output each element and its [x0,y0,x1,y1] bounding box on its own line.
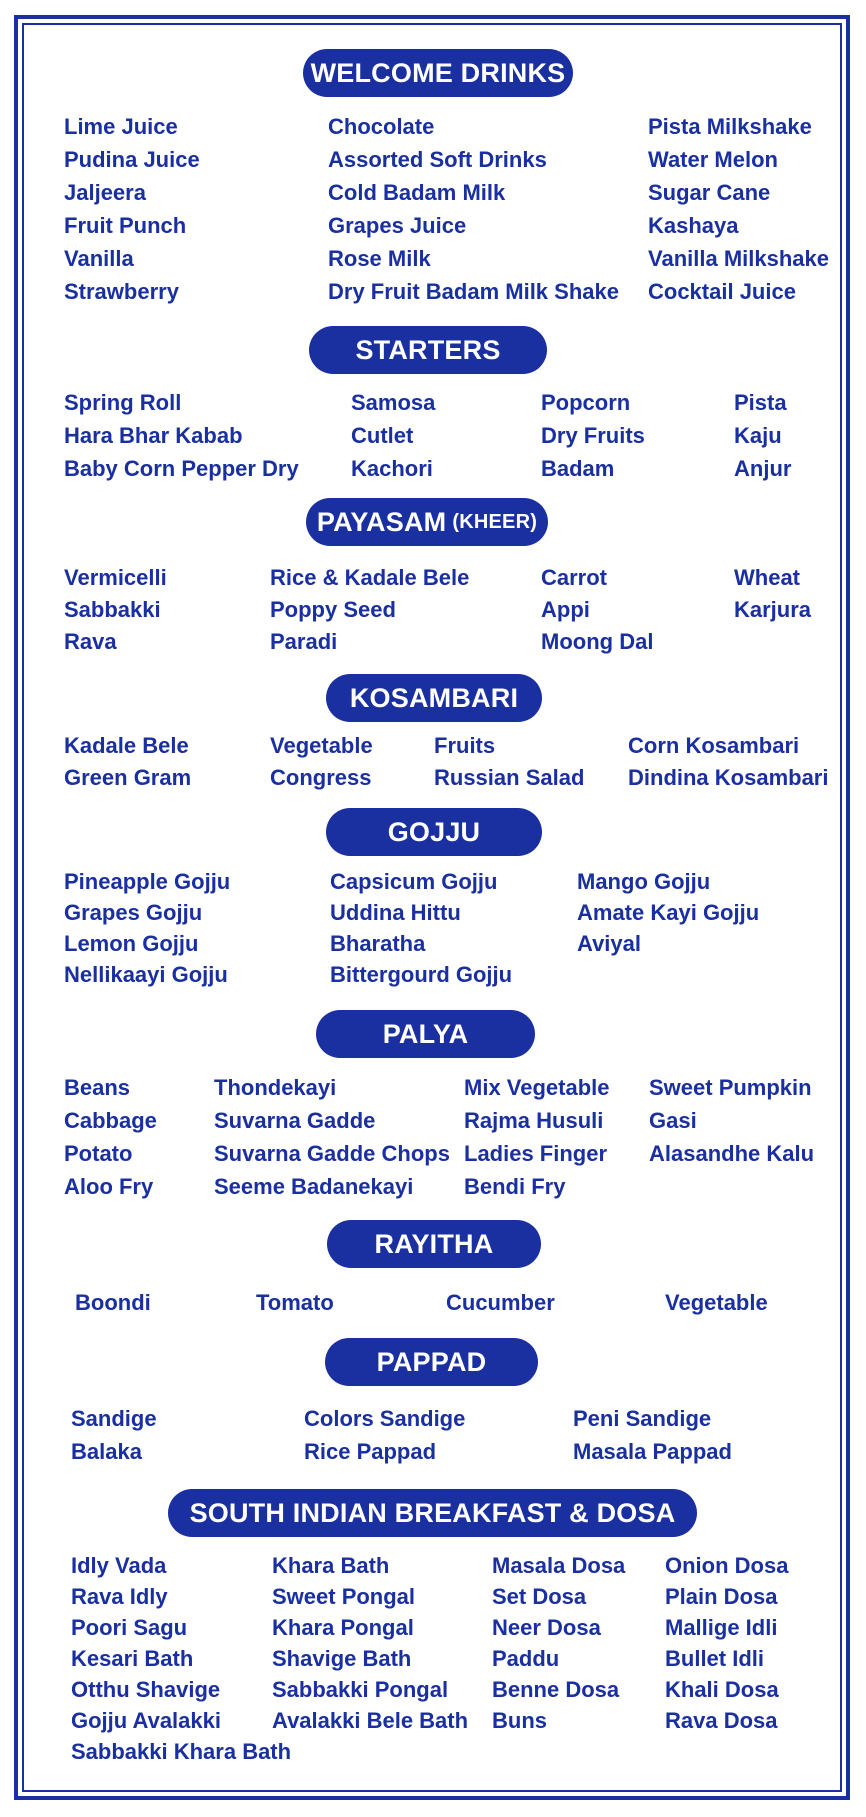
menu-item: Hara Bhar Kabab [64,423,243,448]
menu-column [71,1402,157,1468]
menu-column [270,730,373,794]
menu-item: Colors Sandige [304,1406,466,1431]
menu-column [434,730,584,794]
menu-item: Baby Corn Pepper Dry [64,456,299,481]
menu-column [64,1071,157,1203]
menu-item: Spring Roll [64,390,182,415]
menu-item: Sweet Pongal [272,1584,416,1609]
menu-item: Paradi [270,629,338,654]
menu-item: Thondekayi [214,1075,337,1100]
section-header-starters [309,326,547,374]
section-header-pappad [325,1338,538,1386]
menu-item: Sweet Pumpkin [649,1075,812,1100]
menu-item: Pista Milkshake [648,114,812,139]
menu-item: Kashaya [648,213,739,238]
menu-column [270,562,469,658]
menu-item: Benne Dosa [492,1677,620,1702]
menu-column [628,730,828,794]
menu-item: Anjur [734,456,792,481]
menu-item: Peni Sandige [573,1406,712,1431]
menu-column [272,1550,468,1736]
menu-column [573,1402,732,1468]
section-header-south-indian-breakfast-and-dosa [168,1489,697,1537]
menu-item: Lime Juice [64,114,178,139]
menu-item: Strawberry [64,279,179,304]
menu-item: Cutlet [351,423,414,448]
section-header-kosambari [326,674,542,722]
menu-item: Aloo Fry [64,1174,154,1199]
menu-item: Cocktail Juice [648,279,796,304]
menu-item: Rice & Kadale Bele [270,565,470,590]
menu-item: Bittergourd Gojju [330,962,513,987]
menu-item: Masala Pappad [573,1439,732,1464]
menu-item: Dry Fruits [541,423,645,448]
section-title: GOJJU [387,816,481,847]
menu-item: Sabbakki [64,597,161,622]
menu-item: Vanilla [64,246,134,271]
menu-item: Amate Kayi Gojju [577,900,760,925]
menu-item: Seeme Badanekayi [214,1174,414,1199]
menu-item: Corn Kosambari [628,733,800,758]
menu-item: Rajma Husuli [464,1108,604,1133]
menu-item: Congress [270,765,372,790]
section-title: KOSAMBARI [349,682,519,713]
menu-item: Alasandhe Kalu [649,1141,815,1166]
menu-item: Neer Dosa [492,1615,601,1640]
menu-column [64,730,191,794]
menu-item: Cabbage [64,1108,157,1133]
menu-item: Lemon Gojju [64,931,199,956]
menu-column [734,562,811,626]
menu-column [71,1550,291,1767]
menu-item: Pista [734,390,787,415]
section-title: STARTERS [355,334,501,365]
menu-item: Buns [492,1708,547,1733]
menu-item: Masala Dosa [492,1553,626,1578]
menu-item: Fruits [434,733,496,758]
menu-item: Rice Pappad [304,1439,437,1464]
menu-item: Nellikaayi Gojju [64,962,228,987]
menu-item: Pineapple Gojju [64,869,231,894]
menu-item: Sugar Cane [648,180,771,205]
menu-column [541,562,653,658]
menu-item: Aviyal [577,931,642,956]
menu-column [734,386,791,485]
menu-item: Sabbakki Khara Bath [71,1739,292,1764]
menu-column [446,1286,555,1319]
menu-item: Capsicum Gojju [330,869,498,894]
menu-item: Potato [64,1141,133,1166]
menu-item: Pudina Juice [64,147,200,172]
menu-item: Cucumber [446,1290,555,1315]
menu-item: Suvarna Gadde Chops [214,1141,450,1166]
menu-item: Vegetable [665,1290,768,1315]
menu-item: Chocolate [328,114,435,139]
menu-item: Onion Dosa [665,1553,789,1578]
menu-item: Balaka [71,1439,142,1464]
menu-item: Bendi Fry [464,1174,566,1199]
menu-item: Bharatha [330,931,426,956]
section-header-rayitha [327,1220,541,1268]
section-header-payasam [306,498,548,546]
menu-item: Fruit Punch [64,213,187,238]
menu-item: Popcorn [541,390,631,415]
menu-item: Khara Pongal [272,1615,414,1640]
menu-item: Russian Salad [434,765,585,790]
menu-item: Badam [541,456,615,481]
menu-item: Idly Vada [71,1553,167,1578]
menu-item: Gojju Avalakki [71,1708,221,1733]
menu-item: Sabbakki Pongal [272,1677,449,1702]
menu-item: Gasi [649,1108,697,1133]
menu-item: Paddu [492,1646,560,1671]
menu-column [665,1286,768,1319]
menu-item: Jaljeera [64,180,146,205]
menu-item: Tomato [256,1290,334,1315]
menu-column [649,1071,814,1170]
menu-item: Assorted Soft Drinks [328,147,547,172]
menu-item: Khara Bath [272,1553,390,1578]
menu-item: Poppy Seed [270,597,396,622]
menu-item: Carrot [541,565,608,590]
menu-item: Ladies Finger [464,1141,608,1166]
menu-item: Set Dosa [492,1584,587,1609]
menu-item: Green Gram [64,765,192,790]
menu-column [665,1550,788,1736]
menu-item: Khali Dosa [665,1677,779,1702]
menu-item: Grapes Gojju [64,900,203,925]
menu-item: Uddina Hittu [330,900,461,925]
menu-item: Dry Fruit Badam Milk Shake [328,279,619,304]
menu-column [256,1286,334,1319]
menu-item: Sandige [71,1406,157,1431]
menu-item: Vegetable [270,733,373,758]
menu-column [492,1550,625,1736]
menu-item: Wheat [734,565,800,590]
section-title: PAYASAM [316,506,447,537]
menu-column [64,562,167,658]
menu-item: Shavige Bath [272,1646,412,1671]
menu-item: Rava Idly [71,1584,168,1609]
menu-column [648,110,829,308]
menu-item: Beans [64,1075,131,1100]
section-title: PAPPAD [376,1346,487,1377]
menu-column [541,386,645,485]
menu-item: Karjura [734,597,812,622]
menu-item: Kesari Bath [71,1646,194,1671]
menu-column [75,1286,151,1319]
menu-item: Moong Dal [541,629,654,654]
menu-item: Rava Dosa [665,1708,778,1733]
menu-column [64,386,299,485]
section-title: RAYITHA [374,1228,494,1259]
menu-item: Suvarna Gadde [214,1108,376,1133]
menu-column [351,386,435,485]
section-title: WELCOME DRINKS [310,57,566,88]
menu-column [464,1071,610,1203]
section-header-palya [316,1010,535,1058]
menu-item: Mix Vegetable [464,1075,610,1100]
menu-item: Boondi [75,1290,151,1315]
menu-item: Vanilla Milkshake [648,246,829,271]
menu-item: Kaju [734,423,782,448]
menu-column [304,1402,465,1468]
menu-item: Appi [541,597,590,622]
menu-column [330,866,512,990]
section-title: SOUTH INDIAN BREAKFAST & DOSA [189,1497,676,1528]
section-header-welcome-drinks [303,49,573,97]
menu-item: Kadale Bele [64,733,189,758]
menu-item: Otthu Shavige [71,1677,221,1702]
menu-item: Water Melon [648,147,778,172]
menu-item: Grapes Juice [328,213,467,238]
menu-column [214,1071,450,1203]
menu-item: Mallige Idli [665,1615,778,1640]
menu-column [64,866,230,990]
section-header-gojju [326,808,542,856]
menu-item: Samosa [351,390,436,415]
menu-item: Plain Dosa [665,1584,778,1609]
menu-item: Poori Sagu [71,1615,188,1640]
menu-item: Mango Gojju [577,869,711,894]
menu-item: Kachori [351,456,433,481]
menu-item: Dindina Kosambari [628,765,829,790]
menu-column [577,866,759,959]
menu-item: Cold Badam Milk [328,180,506,205]
section-title-suffix: (KHEER) [452,510,538,533]
menu-item: Vermicelli [64,565,167,590]
menu-column [64,110,200,308]
menu-item: Bullet Idli [665,1646,764,1671]
menu-column [328,110,619,308]
section-title: PALYA [382,1018,469,1049]
menu-item: Rava [64,629,117,654]
menu-item: Avalakki Bele Bath [272,1708,469,1733]
menu-item: Rose Milk [328,246,431,271]
